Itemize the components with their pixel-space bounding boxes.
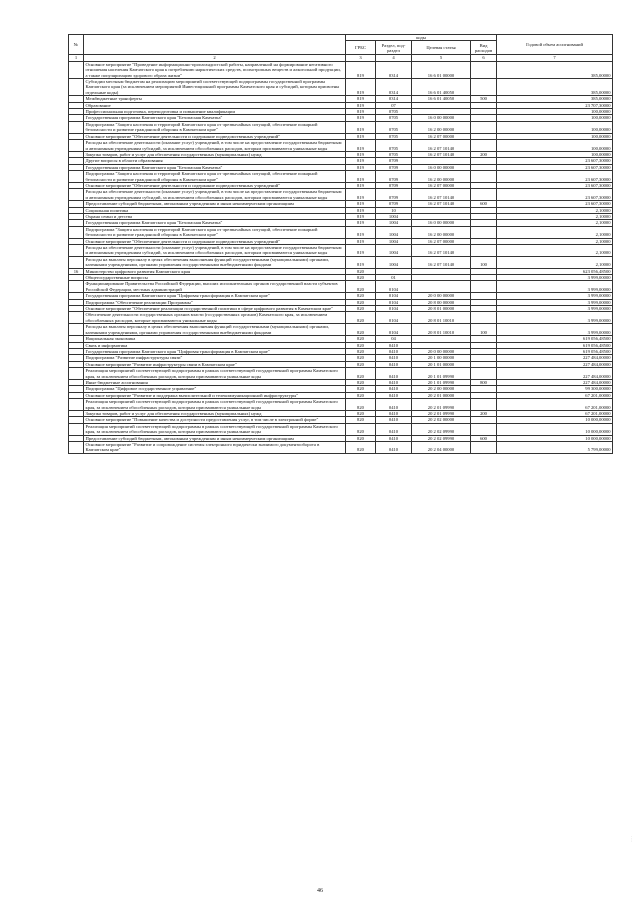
row-name: Функционирование Правительства Российской Федерации, высших исполнительных органов государственной власти субъектов Российской Федерации, местных администраций [84, 281, 346, 293]
row-csr: 20 1 00 00000 [412, 355, 471, 361]
row-vr [471, 368, 497, 380]
row-amount: 23 607,30000 [497, 201, 613, 207]
row-csr: 16 0 00 00000 [412, 164, 471, 170]
row-csr: 16 0 00 00000 [412, 115, 471, 121]
row-amount: 99 300,00000 [497, 386, 613, 392]
row-name: Основное мероприятие "Обеспечение деятельности и содержание подведомственных учреждений" [84, 238, 346, 244]
row-grbs: 819 [346, 226, 376, 238]
row-vr [471, 399, 497, 411]
row-grbs: 820 [346, 386, 376, 392]
row-name: Основное мероприятие "Повышение качества и доступности предоставления услуг, в том числе в электронной форме" [84, 417, 346, 423]
row-amount: 10 000,00000 [497, 417, 613, 423]
row-razdel: 1004 [376, 256, 412, 268]
row-razdel: 0709 [376, 189, 412, 201]
row-grbs: 820 [346, 268, 376, 274]
table-row [69, 281, 613, 293]
row-razdel: 0104 [376, 324, 412, 336]
row-grbs: 819 [346, 79, 376, 96]
row-razdel: 0410 [376, 410, 412, 416]
row-vr [471, 226, 497, 238]
row-number [69, 245, 84, 257]
row-amount: 23 607,30000 [497, 171, 613, 183]
row-grbs: 820 [346, 342, 376, 348]
row-razdel: 0705 [376, 151, 412, 157]
row-razdel: 0104 [376, 281, 412, 293]
row-grbs: 819 [346, 151, 376, 157]
row-razdel: 0410 [376, 379, 412, 385]
row-grbs: 820 [346, 361, 376, 367]
row-grbs: 819 [346, 189, 376, 201]
row-name: Основное мероприятие "Развитие и сопровождение системы электронного юридически значимого документооборота в Камчатском крае" [84, 442, 346, 454]
row-amount: 23 607,30000 [497, 164, 613, 170]
row-vr: 200 [471, 410, 497, 416]
row-razdel: 0709 [376, 171, 412, 183]
table-row [69, 256, 613, 268]
row-name: Основное мероприятие "Обеспечение деятельности и содержание подведомственных учреждений" [84, 133, 346, 139]
row-name: Основное мероприятие "Обеспечение деятельности и содержание подведомственных учреждений" [84, 182, 346, 188]
row-csr: 16 2 07 10140 [412, 245, 471, 257]
row-vr [471, 140, 497, 152]
row-grbs: 819 [346, 121, 376, 133]
row-razdel: 0705 [376, 121, 412, 133]
margin-mark: · · · · [629, 836, 633, 843]
row-razdel: 0410 [376, 423, 412, 435]
row-number [69, 140, 84, 152]
row-csr: 16 2 07 10140 [412, 201, 471, 207]
row-razdel: 07 [376, 102, 412, 108]
row-amount: 2,10000 [497, 213, 613, 219]
row-name: Государственная программа Камчатского края "Цифровая трансформация в Камчатском крае" [84, 293, 346, 299]
row-number [69, 61, 84, 78]
budget-table [68, 34, 613, 454]
row-grbs: 820 [346, 355, 376, 361]
col-number-5: 5 [412, 55, 471, 61]
row-razdel: 0410 [376, 417, 412, 423]
row-vr: 100 [471, 324, 497, 336]
row-razdel: 1004 [376, 238, 412, 244]
row-vr [471, 245, 497, 257]
table-row [69, 226, 613, 238]
row-name: Закупка товаров, работ и услуг для обеспечения государственных (муниципальных) нужд [84, 410, 346, 416]
row-csr: 20 8 00 00000 [412, 299, 471, 305]
row-vr [471, 171, 497, 183]
row-grbs: 819 [346, 164, 376, 170]
row-vr [471, 442, 497, 454]
row-grbs: 819 [346, 140, 376, 152]
row-vr: 600 [471, 435, 497, 441]
row-csr: 20 1 01 09990 [412, 368, 471, 380]
row-number [69, 312, 84, 324]
col-number-4: 4 [376, 55, 412, 61]
row-csr: 16 6 01 40050 [412, 96, 471, 102]
row-grbs: 820 [346, 299, 376, 305]
row-grbs: 819 [346, 207, 376, 213]
row-amount: 100,00000 [497, 109, 613, 115]
row-number [69, 281, 84, 293]
row-razdel: 01 [376, 275, 412, 281]
row-name: Государственная программа Камчатского края "Безопасная Камчатка" [84, 220, 346, 226]
table-row [69, 423, 613, 435]
row-number [69, 256, 84, 268]
row-amount: 3 999,00000 [497, 312, 613, 324]
row-vr: 500 [471, 96, 497, 102]
row-name: Национальная экономика [84, 336, 346, 342]
row-name: Другие вопросы в области образования [84, 158, 346, 164]
row-grbs: 819 [346, 115, 376, 121]
col-number-3: 3 [346, 55, 376, 61]
row-csr: 16 2 07 10140 [412, 189, 471, 201]
row-grbs: 820 [346, 336, 376, 342]
row-grbs: 819 [346, 182, 376, 188]
row-csr: 16 2 00 00000 [412, 121, 471, 133]
row-name: Иные бюджетные ассигнования [84, 379, 346, 385]
row-grbs: 820 [346, 435, 376, 441]
row-grbs: 819 [346, 245, 376, 257]
row-razdel: 0705 [376, 109, 412, 115]
row-grbs: 820 [346, 442, 376, 454]
row-amount: 100,00000 [497, 140, 613, 152]
row-amount: 2,10000 [497, 220, 613, 226]
row-amount: 385,00000 [497, 61, 613, 78]
row-csr: 16 2 00 00000 [412, 171, 471, 183]
row-amount: 10 000,00000 [497, 423, 613, 435]
row-grbs: 819 [346, 102, 376, 108]
header-codes: коды [346, 35, 497, 41]
row-name: Обеспечение деятельности государственных органов власти (государственных органов) Камчатского края, за исключением обособленных расходов, которые присваиваются уникальные коды [84, 312, 346, 324]
row-razdel: 04 [376, 336, 412, 342]
row-amount: 227 484,00000 [497, 379, 613, 385]
row-name: Подпрограмма "Защита населения и территорий Камчатского края от чрезвычайных ситуаций, обеспечение пожарной безопасности и развитие гражданской обороны в Камчатском крае" [84, 171, 346, 183]
row-name: Министерство цифрового развития Камчатского края [84, 268, 346, 274]
row-razdel: 0709 [376, 201, 412, 207]
row-amount: 2,10000 [497, 238, 613, 244]
row-name: Государственная программа Камчатского края "Безопасная Камчатка" [84, 164, 346, 170]
row-razdel: 1004 [376, 226, 412, 238]
row-number [69, 423, 84, 435]
row-grbs: 819 [346, 61, 376, 78]
row-number [69, 226, 84, 238]
row-grbs: 820 [346, 306, 376, 312]
row-amount: 3 999,00000 [497, 324, 613, 336]
row-razdel: 0410 [376, 386, 412, 392]
row-name: Профессиональная подготовка, переподготовка и повышение квалификации [84, 109, 346, 115]
row-grbs: 820 [346, 410, 376, 416]
row-vr [471, 281, 497, 293]
row-vr [471, 312, 497, 324]
row-grbs: 819 [346, 171, 376, 183]
header-name [84, 35, 346, 55]
row-grbs: 820 [346, 312, 376, 324]
row-name: Подпрограмма "Развитие инфраструктуры связи" [84, 355, 346, 361]
row-razdel: 0705 [376, 133, 412, 139]
col-number-2: 2 [84, 55, 346, 61]
row-name: Подпрограмма "Защита населения и территорий Камчатского края от чрезвычайных ситуаций, обеспечение пожарной безопасности и развитие гражданской обороны в Камчатском крае" [84, 121, 346, 133]
row-name: Реализация мероприятий соответствующей подпрограммы в рамках соответствующей государственной программы Камчатского края, за исключением обособленных расходов, которым присваиваются уникальные коды [84, 399, 346, 411]
table-row [69, 245, 613, 257]
row-name: Закупка товаров, работ и услуг для обеспечения государственных (муниципальных) нужд [84, 151, 346, 157]
row-name: Реализация мероприятий соответствующей подпрограммы в рамках соответствующей государственной программы Камчатского края, за исключением обособленных расходов, которым присваиваются уникальные коды [84, 423, 346, 435]
row-amount: 227 484,00000 [497, 361, 613, 367]
header-grbs: ГРБС [346, 41, 376, 55]
row-grbs: 820 [346, 275, 376, 281]
row-amount: 2,10000 [497, 226, 613, 238]
table-row [69, 79, 613, 96]
row-csr: 20 1 01 00000 [412, 361, 471, 367]
row-amount: 67 201,00000 [497, 399, 613, 411]
row-grbs: 820 [346, 281, 376, 293]
row-name: Основное мероприятие "Проведение информационно-пропагандистской работы, направленной на формирование негативного отношения населения Камчатского края к потреблению наркотических средств, психотропных веществ и алкогольной продукции, а также популяризацию здорового образа жизни" [84, 61, 346, 78]
row-name: Государственная программа Камчатского края "Безопасная Камчатка" [84, 115, 346, 121]
row-amount: 3 999,00000 [497, 293, 613, 299]
row-amount: 100,00000 [497, 115, 613, 121]
row-csr: 16 2 07 00000 [412, 238, 471, 244]
row-razdel: 1004 [376, 220, 412, 226]
row-razdel: 0314 [376, 79, 412, 96]
row-name: Расходы на обеспечение деятельности (оказание услуг) учреждений, в том числе на предоставление государственным бюджетным и автономным учреждениям субсидий, за исключением обособленных расходов, которым присваиваются уникальные коды [84, 245, 346, 257]
row-amount: 385,00000 [497, 79, 613, 96]
col-number-7: 7 [497, 55, 613, 61]
row-grbs: 820 [346, 417, 376, 423]
row-razdel: 0709 [376, 158, 412, 164]
row-name: Субсидии местным бюджетам на реализацию мероприятий соответствующей подпрограммы государственной программы Камчатского края (за исключением мероприятий Инвестиционной программы Камчатского края и субсидий, которым присвоены отдельные коды) [84, 79, 346, 96]
header-csr: Целевая статья [412, 41, 471, 55]
row-name: Охрана семьи и детства [84, 213, 346, 219]
row-amount: 227 484,00000 [497, 368, 613, 380]
row-razdel: 0410 [376, 348, 412, 354]
row-grbs: 820 [346, 324, 376, 336]
row-vr [471, 79, 497, 96]
row-razdel: 0410 [376, 442, 412, 454]
row-amount: 23 607,30000 [497, 182, 613, 188]
row-grbs: 819 [346, 213, 376, 219]
row-vr [471, 61, 497, 78]
row-amount: 67 201,00000 [497, 410, 613, 416]
row-name: Реализация мероприятий соответствующей подпрограммы в рамках соответствующей государственной программы Камчатского края, за исключением обособленных расходов, которым присваиваются уникальные коды [84, 368, 346, 380]
row-name: Образование [84, 102, 346, 108]
row-name: Межбюджетные трансферты [84, 96, 346, 102]
row-csr: 16 6 01 00000 [412, 61, 471, 78]
row-csr: 20 1 01 09990 [412, 379, 471, 385]
row-name: Основное мероприятие "Развитие и поддержка вычислительной и телекоммуникационной инфраструктуры" [84, 392, 346, 398]
table-header [69, 35, 613, 62]
page-number: 46 [317, 888, 323, 894]
row-razdel: 0410 [376, 392, 412, 398]
row-vr [471, 423, 497, 435]
row-number [69, 79, 84, 96]
row-csr: 16 2 07 10140 [412, 151, 471, 157]
row-csr: 16 2 07 00000 [412, 133, 471, 139]
table-row [69, 399, 613, 411]
table-body [69, 61, 613, 453]
row-name: Подпрограмма "Защита населения и территорий Камчатского края от чрезвычайных ситуаций, обеспечение пожарной безопасности и развитие гражданской обороны в Камчатском крае" [84, 226, 346, 238]
table-row [69, 121, 613, 133]
header-razdel: Раздел, под-раздел [376, 41, 412, 55]
row-csr: 20 2 01 09990 [412, 410, 471, 416]
row-razdel: 0705 [376, 115, 412, 121]
row-csr: 16 6 01 40050 [412, 79, 471, 96]
row-razdel: 0104 [376, 293, 412, 299]
table-row [69, 171, 613, 183]
row-csr: 20 2 00 00000 [412, 386, 471, 392]
row-grbs: 819 [346, 256, 376, 268]
row-csr: 20 2 01 09990 [412, 399, 471, 411]
row-amount: 23 607,30000 [497, 189, 613, 201]
table-row [69, 368, 613, 380]
row-name: Расходы на выплаты персоналу в целях обеспечения выполнения функций государственными (муниципальными) органами, казенными учреждениями, органами управления государственными внебюджетными фондами [84, 324, 346, 336]
table-row [69, 140, 613, 152]
row-amount: 100,00000 [497, 133, 613, 139]
row-name: Предоставление субсидий бюджетным, автономным учреждениям и иным некоммерческим организациям [84, 435, 346, 441]
row-csr: 16 2 07 10140 [412, 256, 471, 268]
row-csr: 20 2 02 09990 [412, 423, 471, 435]
row-grbs: 820 [346, 423, 376, 435]
row-csr: 20 8 01 10010 [412, 312, 471, 324]
row-name: Основное мероприятие "Развитие инфраструктуры связи в Камчатском крае" [84, 361, 346, 367]
row-csr: 16 0 00 00000 [412, 220, 471, 226]
row-csr: 20 2 02 00000 [412, 417, 471, 423]
row-name: Подпрограмма "Обеспечение реализации Программы" [84, 299, 346, 305]
row-number [69, 121, 84, 133]
row-razdel: 0104 [376, 306, 412, 312]
row-grbs: 819 [346, 201, 376, 207]
row-number [69, 171, 84, 183]
row-amount: 3 999,00000 [497, 281, 613, 293]
header-num: № [69, 35, 84, 55]
row-number [69, 399, 84, 411]
row-grbs: 819 [346, 109, 376, 115]
row-csr [412, 281, 471, 293]
row-name: Связь и информатика [84, 342, 346, 348]
row-csr: 20 8 01 00000 [412, 306, 471, 312]
row-grbs: 819 [346, 133, 376, 139]
row-grbs: 820 [346, 368, 376, 380]
col-number-6: 6 [471, 55, 497, 61]
row-vr: 600 [471, 201, 497, 207]
row-name: Общегосударственные вопросы [84, 275, 346, 281]
row-amount: 5 799,00000 [497, 442, 613, 454]
row-razdel: 0410 [376, 355, 412, 361]
row-amount: 623 056,48500 [497, 268, 613, 274]
row-grbs: 820 [346, 399, 376, 411]
row-amount: 2,10000 [497, 207, 613, 213]
row-vr [471, 189, 497, 201]
row-razdel: 0410 [376, 342, 412, 348]
row-amount: 100,00000 [497, 121, 613, 133]
row-razdel: 0410 [376, 435, 412, 441]
row-grbs: 819 [346, 96, 376, 102]
row-number [69, 368, 84, 380]
table-row [69, 312, 613, 324]
row-grbs: 819 [346, 238, 376, 244]
col-number-1: 1 [69, 55, 84, 61]
table-row [69, 61, 613, 78]
row-razdel: 1004 [376, 245, 412, 257]
row-amount: 385,00000 [497, 96, 613, 102]
row-amount: 619 056,48500 [497, 342, 613, 348]
row-name: Расходы на обеспечение деятельности (оказание услуг) учреждений, в том числе на предоставление государственным бюджетным и автономным учреждениям субсидий, за исключением обособленных расходов, которым присваиваются уникальные коды [84, 140, 346, 152]
row-number: 16 [69, 268, 84, 274]
row-csr: 16 2 07 00000 [412, 182, 471, 188]
header-amount: Годовой объем ассигнований [497, 35, 613, 55]
row-razdel: 0104 [376, 299, 412, 305]
row-razdel: 0709 [376, 164, 412, 170]
row-grbs: 819 [346, 220, 376, 226]
row-grbs: 820 [346, 392, 376, 398]
row-csr: 20 8 01 10010 [412, 324, 471, 336]
row-razdel: 0410 [376, 368, 412, 380]
row-razdel: 0314 [376, 61, 412, 78]
row-amount: 3 999,00000 [497, 299, 613, 305]
row-razdel: 0314 [376, 96, 412, 102]
row-vr: 200 [471, 151, 497, 157]
row-name: Государственная программа Камчатского края "Цифровая трансформация в Камчатском крае" [84, 348, 346, 354]
row-number [69, 324, 84, 336]
row-name: Социальная политика [84, 207, 346, 213]
row-number [69, 189, 84, 201]
row-amount: 2,10000 [497, 256, 613, 268]
row-csr: 20 0 00 00000 [412, 293, 471, 299]
row-amount: 3 999,00000 [497, 275, 613, 281]
table-row [69, 189, 613, 201]
row-grbs: 819 [346, 158, 376, 164]
row-grbs: 820 [346, 379, 376, 385]
row-amount: 3 999,00000 [497, 306, 613, 312]
row-grbs: 820 [346, 348, 376, 354]
row-razdel: 0410 [376, 361, 412, 367]
row-vr [471, 121, 497, 133]
row-razdel: 10 [376, 207, 412, 213]
row-name: Расходы на выплаты персоналу в целях обеспечения выполнения функций государственными (муниципальными) органами, казенными учреждениями, органами управления государственными внебюджетными фондами [84, 256, 346, 268]
row-razdel: 0705 [376, 140, 412, 152]
row-amount: 23 607,30000 [497, 158, 613, 164]
row-amount: 619 056,48500 [497, 348, 613, 354]
row-vr: 100 [471, 256, 497, 268]
row-csr: 16 2 07 10140 [412, 140, 471, 152]
row-amount: 23 707,30000 [497, 102, 613, 108]
row-csr: 20 0 00 00000 [412, 348, 471, 354]
table-row [69, 442, 613, 454]
row-csr: 20 2 01 00000 [412, 392, 471, 398]
header-vr: Вид расходов [471, 41, 497, 55]
table-row [69, 324, 613, 336]
row-amount: 10 000,00000 [497, 435, 613, 441]
row-csr: 20 2 02 09990 [412, 435, 471, 441]
row-csr: 16 2 00 00000 [412, 226, 471, 238]
row-razdel: 0709 [376, 182, 412, 188]
row-csr: 20 2 04 00000 [412, 442, 471, 454]
row-amount: 227 484,00000 [497, 355, 613, 361]
row-razdel: 0410 [376, 399, 412, 411]
row-grbs: 820 [346, 293, 376, 299]
row-amount: 619 056,48500 [497, 336, 613, 342]
row-vr: 800 [471, 379, 497, 385]
row-name: Основное мероприятие "Обеспечение реализации государственной политики в сфере цифрового развития в Камчатском крае" [84, 306, 346, 312]
row-razdel: 0104 [376, 312, 412, 324]
row-name: Подпрограмма "Цифровое государственное управление" [84, 386, 346, 392]
row-amount: 100,00000 [497, 151, 613, 157]
row-amount: 2,10000 [497, 245, 613, 257]
row-number [69, 442, 84, 454]
row-razdel: 1004 [376, 213, 412, 219]
row-name: Расходы на обеспечение деятельности (оказание услуг) учреждений, в том числе на предоставление государственным бюджетным и автономным учреждениям субсидий, за исключением обособленных расходов, которым присваиваются уникальные коды [84, 189, 346, 201]
row-amount: 67 201,00000 [497, 392, 613, 398]
row-name: Предоставление субсидий бюджетным, автономным учреждениям и иным некоммерческим организациям [84, 201, 346, 207]
